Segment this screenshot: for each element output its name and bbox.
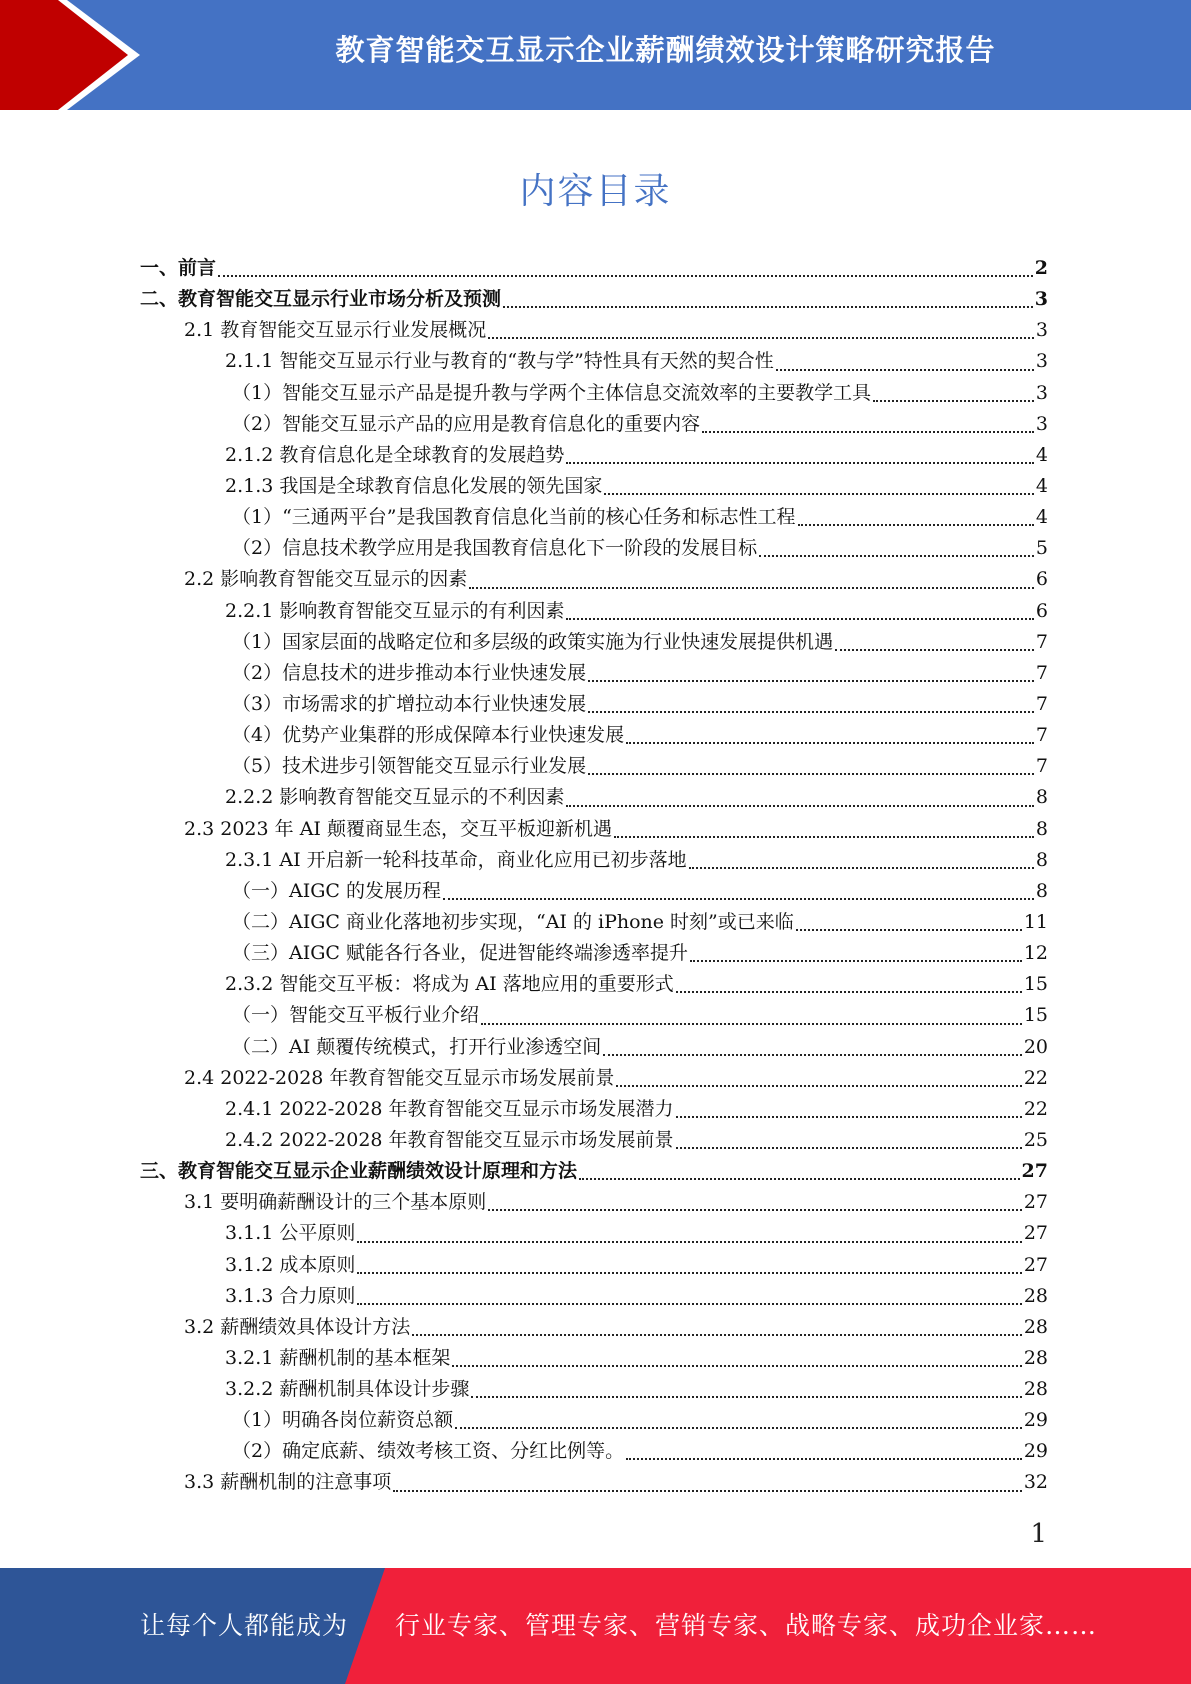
toc-entry-title: （2）信息技术教学应用是我国教育信息化下一阶段的发展目标 [232,537,758,560]
toc-entry[interactable] [140,253,1048,284]
toc-entry-title: 2.2 影响教育智能交互显示的因素 [184,568,468,591]
dot-leader [604,471,1034,502]
dot-leader [835,627,1034,658]
footer-slogan-left: 让每个人都能成为 [140,1611,349,1640]
toc-entry[interactable] [140,440,1048,471]
toc-entry-page: 22 [1023,1097,1048,1120]
toc-entry-title: （2）确定底薪、绩效考核工资、分红比例等。 [232,1440,625,1463]
toc-entry[interactable] [140,627,1048,658]
toc-entry-title: （三）AIGC 赋能各行各业，促进智能终端渗透率提升 [232,942,688,965]
dot-leader [357,1218,1021,1249]
toc-entry-page: 7 [1035,755,1048,778]
dot-leader [759,533,1034,564]
toc-entry[interactable] [140,533,1048,564]
toc-entry-title: （4）优势产业集群的形成保障本行业快速发展 [232,724,625,747]
toc-entry-title: 一、前言 [140,257,217,279]
toc-entry-page: 2 [1034,257,1048,279]
toc-entry-page: 20 [1023,1035,1048,1058]
toc-entry-page: 7 [1035,630,1048,653]
toc-entry-title: 2.4.2 2022-2028 年教育智能交互显示市场发展前景 [225,1128,674,1151]
toc-entry-title: 3.1.1 公平原则 [225,1222,356,1245]
dot-leader [357,1281,1021,1312]
toc-entry-page: 4 [1035,474,1048,497]
dot-leader [566,440,1034,471]
toc-entry-title: （1）明确各岗位薪资总额 [232,1409,454,1432]
dot-leader [481,1000,1022,1031]
dot-leader [614,814,1034,845]
toc-entry[interactable] [140,1000,1048,1031]
toc-entry-page: 5 [1035,537,1048,560]
toc-entry-title: （2）智能交互显示产品的应用是教育信息化的重要内容 [232,412,701,435]
toc-entry-title: （二）AIGC 商业化落地初步实现，“AI 的 iPhone 时刻”或已来临 [232,910,794,933]
toc-entry-page: 27 [1023,1191,1048,1214]
toc-entry[interactable] [140,1312,1048,1343]
footer-bar [0,1568,1191,1684]
toc-entry-title: （1）智能交互显示产品是提升教与学两个主体信息交流效率的主要教学工具 [232,381,872,404]
dot-leader [488,1187,1022,1218]
toc-entry-title: 3.1 要明确薪酬设计的三个基本原则 [184,1191,487,1214]
toc-entry-page: 3 [1035,319,1048,342]
toc-entry-title: 二、教育智能交互显示行业市场分析及预测 [140,288,502,311]
toc-entry-page: 3 [1035,412,1048,435]
toc-entry[interactable] [140,845,1048,876]
toc-entry[interactable] [140,658,1048,689]
dot-leader [873,378,1034,409]
toc-entry-title: 3.2.1 薪酬机制的基本框架 [225,1346,451,1369]
toc-entry[interactable] [140,315,1048,346]
dot-leader [588,689,1034,720]
toc-entry-title: 2.3.1 AI 开启新一轮科技革命，商业化应用已初步落地 [225,848,687,871]
dot-leader [603,1032,1022,1063]
toc-entry[interactable] [140,969,1048,1000]
toc-entry[interactable] [140,1343,1048,1374]
toc-entry[interactable] [140,876,1048,907]
dot-leader [776,346,1034,377]
dot-leader [689,845,1034,876]
toc-entry[interactable] [140,1405,1048,1436]
dot-leader [455,1405,1022,1436]
toc-entry-page: 6 [1035,568,1048,591]
toc-entry[interactable] [140,502,1048,533]
dot-leader [471,1374,1021,1405]
toc-entry-page: 25 [1023,1128,1048,1151]
toc-entry-page: 8 [1035,848,1048,871]
dot-leader [357,1250,1021,1281]
toc-entry[interactable] [140,1281,1048,1312]
toc-entry[interactable] [140,409,1048,440]
toc-entry-title: （2）信息技术的进步推动本行业快速发展 [232,661,587,684]
dot-leader [443,876,1034,907]
toc-entry-page: 27 [1021,1160,1048,1183]
toc-entry-title: 2.3.2 智能交互平板：将成为 AI 落地应用的重要形式 [225,973,674,996]
dot-leader [676,1125,1022,1156]
toc-entry-page: 11 [1023,910,1048,933]
toc-entry[interactable] [140,1218,1048,1249]
toc-entry[interactable] [140,1467,1048,1498]
dot-leader [579,1156,1020,1187]
toc-entry-page: 7 [1035,692,1048,715]
toc-entry-page: 4 [1035,443,1048,466]
toc-entry-title: （1）国家层面的战略定位和多层级的政策实施为行业快速发展提供机遇 [232,630,834,653]
toc-entry-title: 2.3 2023 年 AI 颠覆商显生态，交互平板迎新机遇 [184,817,612,840]
toc-entry-title: 2.1 教育智能交互显示行业发展概况 [184,319,487,342]
toc-entry[interactable] [140,284,1048,315]
toc-entry-title: （5）技术进步引领智能交互显示行业发展 [232,755,587,778]
toc-entry-page: 28 [1023,1346,1048,1369]
toc-entry-title: 2.2.2 影响教育智能交互显示的不利因素 [225,786,565,809]
dot-leader [566,596,1034,627]
toc-entry[interactable] [140,596,1048,627]
toc-entry-title: （一）智能交互平板行业介绍 [232,1004,480,1027]
toc-entry[interactable] [140,564,1048,595]
toc-entry[interactable] [140,751,1048,782]
toc-entry-title: 2.1.2 教育信息化是全球教育的发展趋势 [225,443,565,466]
toc-entry[interactable] [140,378,1048,409]
toc-entry[interactable] [140,1187,1048,1218]
toc-entry[interactable] [140,346,1048,377]
toc-entry[interactable] [140,1156,1048,1187]
dot-leader [566,782,1034,813]
toc-entry[interactable] [140,720,1048,751]
dot-leader [412,1312,1022,1343]
toc-entry-page: 8 [1035,817,1048,840]
toc-entry[interactable] [140,814,1048,845]
toc-entry-page: 28 [1023,1284,1048,1307]
toc-entry-title: 3.1.2 成本原则 [225,1253,356,1276]
toc-entry[interactable] [140,689,1048,720]
toc-entry[interactable] [140,1125,1048,1156]
dot-leader [393,1467,1022,1498]
toc-entry-page: 3 [1034,288,1048,311]
header-bar [0,0,1191,110]
toc-entry-title: （二）AI 颠覆传统模式，打开行业渗透空间 [232,1035,602,1058]
dot-leader [452,1343,1021,1374]
toc-entry-page: 3 [1035,350,1048,373]
dot-leader [588,751,1034,782]
dot-leader [218,253,1033,284]
toc-entry-title: 2.4 2022-2028 年教育智能交互显示市场发展前景 [184,1066,615,1089]
dot-leader [676,969,1022,1000]
toc-entry[interactable] [140,782,1048,813]
toc-entry-page: 3 [1035,381,1048,404]
dot-leader [626,1436,1022,1467]
dot-leader [690,938,1022,969]
toc-entry-title: 3.1.3 合力原则 [225,1284,356,1307]
footer-slogan-right: 行业专家、管理专家、营销专家、战略专家、成功企业家…… [395,1611,1098,1640]
toc-entry[interactable] [140,1436,1048,1467]
toc-entry-page: 28 [1023,1315,1048,1338]
toc-entry-page: 7 [1035,661,1048,684]
toc-entry-title: 3.3 薪酬机制的注意事项 [184,1471,392,1494]
chevron-arrow-icon [0,0,150,110]
toc-entry-page: 22 [1023,1066,1048,1089]
toc-entry-page: 7 [1035,724,1048,747]
dot-leader [616,1063,1021,1094]
toc-entry-page: 27 [1023,1253,1048,1276]
toc-entry-title: 2.1.3 我国是全球教育信息化发展的领先国家 [225,474,603,497]
toc-entry[interactable] [140,938,1048,969]
toc-entry[interactable] [140,1032,1048,1063]
toc-entry[interactable] [140,471,1048,502]
dot-leader [676,1094,1022,1125]
toc-entry[interactable] [140,1094,1048,1125]
toc-entry-title: 3.2 薪酬绩效具体设计方法 [184,1315,411,1338]
toc-entry-page: 28 [1023,1378,1048,1401]
toc-entry-title: 2.1.1 智能交互显示行业与教育的“教与学”特性具有天然的契合性 [225,350,774,373]
toc-entry-page: 32 [1023,1471,1048,1494]
dot-leader [626,720,1034,751]
dot-leader [469,564,1034,595]
dot-leader [488,315,1034,346]
dot-leader [588,658,1034,689]
toc-entry-title: （3）市场需求的扩增拉动本行业快速发展 [232,692,587,715]
toc-entry-page: 29 [1023,1409,1048,1432]
toc-entry[interactable] [140,1250,1048,1281]
toc-entry-title: （一）AIGC 的发展历程 [232,879,441,902]
toc-heading: 内容目录 [519,171,672,212]
toc-entry-title: 2.2.1 影响教育智能交互显示的有利因素 [225,599,565,622]
toc-entry-page: 15 [1023,973,1048,996]
toc-entry[interactable] [140,1063,1048,1094]
toc-entry-page: 12 [1023,942,1048,965]
toc-entry-page: 6 [1035,599,1048,622]
dot-leader [796,907,1022,938]
toc-entry-page: 8 [1035,879,1048,902]
report-title: 教育智能交互显示企业薪酬绩效设计策略研究报告 [335,33,996,67]
toc-entry-page: 27 [1023,1222,1048,1245]
toc-entry[interactable] [140,1374,1048,1405]
toc-entry-page: 4 [1035,506,1048,529]
toc-entry-page: 29 [1023,1440,1048,1463]
toc-entry-title: （1）“三通两平台”是我国教育信息化当前的核心任务和标志性工程 [232,506,796,529]
dot-leader [503,284,1033,315]
toc-entry-title: 2.4.1 2022-2028 年教育智能交互显示市场发展潜力 [225,1097,674,1120]
toc-entry-page: 8 [1035,786,1048,809]
page-number: 1 [1030,1519,1047,1549]
toc-entry-title: 三、教育智能交互显示企业薪酬绩效设计原理和方法 [140,1160,578,1183]
toc-entry[interactable] [140,907,1048,938]
table-of-contents [140,253,1048,1499]
toc-entry-title: 3.2.2 薪酬机制具体设计步骤 [225,1378,470,1401]
dot-leader [702,409,1034,440]
dot-leader [798,502,1034,533]
toc-entry-page: 15 [1023,1004,1048,1027]
